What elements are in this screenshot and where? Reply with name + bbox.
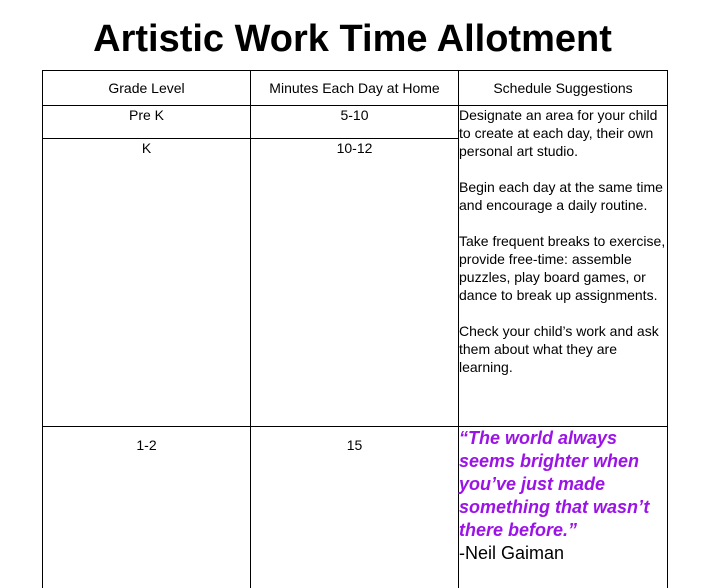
- page-title: Artistic Work Time Allotment: [0, 16, 705, 62]
- quote-text: “The world always seems brighter when you’ve just made something that wasn’t there before.”: [459, 427, 667, 542]
- header-schedule-suggestions: Schedule Suggestions: [459, 71, 668, 106]
- minutes-cell: 15: [251, 427, 459, 588]
- schedule-suggestions-cell: [459, 106, 668, 427]
- grade-cell: K: [43, 139, 251, 427]
- grade-cell: Pre K: [43, 106, 251, 139]
- suggestion-paragraph: Take frequent breaks to exercise, provide free-time: assemble puzzles, play board games, or dance to break up assignments.: [459, 232, 667, 304]
- suggestion-paragraph: Begin each day at the same time and encourage a daily routine.: [459, 178, 667, 214]
- header-grade-level: Grade Level: [43, 71, 251, 106]
- time-allotment-table: [42, 70, 668, 588]
- grade-cell: 1-2: [43, 427, 251, 588]
- header-minutes: Minutes Each Day at Home: [251, 71, 459, 106]
- table-row: [43, 106, 668, 139]
- table-header-row: [43, 71, 668, 106]
- quote-author: -Neil Gaiman: [459, 542, 667, 565]
- quote-cell: [459, 427, 668, 588]
- table-row: [43, 427, 668, 588]
- suggestion-paragraph: Check your child’s work and ask them about what they are learning.: [459, 322, 667, 376]
- minutes-cell: 5-10: [251, 106, 459, 139]
- suggestion-paragraph: Designate an area for your child to create at each day, their own personal art studio.: [459, 106, 667, 160]
- minutes-cell: 10-12: [251, 139, 459, 427]
